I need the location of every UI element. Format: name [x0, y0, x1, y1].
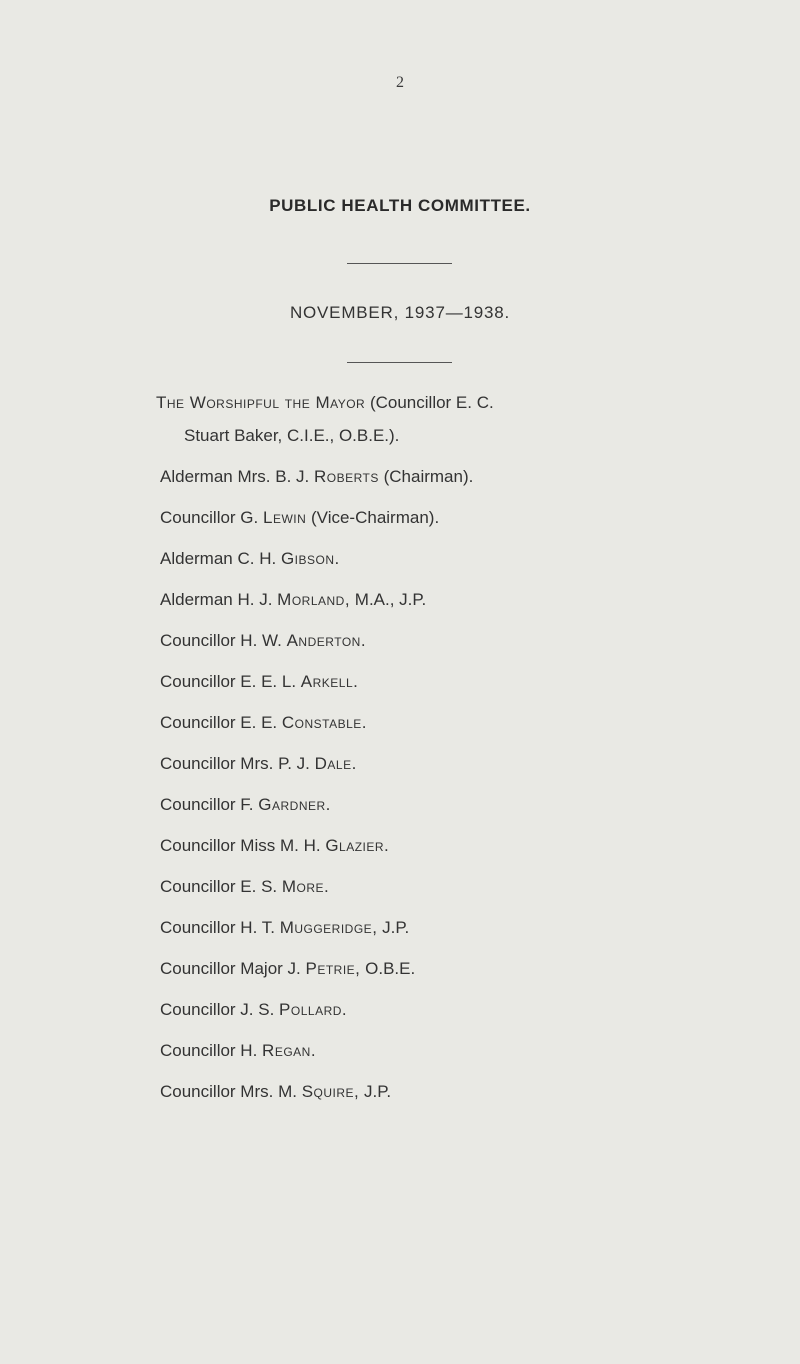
mayor-line-2: Stuart Baker, C.I.E., O.B.E.). [184, 426, 400, 445]
member-surname: Constable. [281, 713, 368, 732]
divider-bottom [347, 362, 452, 363]
member-entry [160, 916, 720, 940]
member-entry [160, 711, 720, 735]
member-list [156, 391, 720, 1121]
member-surname: Petrie, [305, 959, 361, 978]
member-surname: More. [281, 877, 330, 896]
member-title: Councillor G. [160, 508, 263, 527]
member-title: Councillor E. S. [160, 877, 282, 896]
member-title: Councillor Miss M. H. [160, 836, 326, 855]
member-title: Alderman C. H. [160, 549, 281, 568]
member-title: Councillor F. [160, 795, 259, 814]
member-suffix: J.P. [359, 1082, 392, 1101]
member-surname: Morland, [277, 590, 351, 609]
member-suffix: (Vice-Chairman). [306, 508, 440, 527]
member-surname: Gibson. [280, 549, 340, 568]
member-title: Councillor Major J. [160, 959, 306, 978]
member-surname: Regan. [262, 1041, 317, 1060]
member-suffix: O.B.E. [360, 959, 416, 978]
member-entry-mayor [156, 391, 720, 448]
member-title: Councillor H. T. [160, 918, 280, 937]
member-entry [160, 588, 720, 612]
member-title: Councillor J. S. [160, 1000, 280, 1019]
member-entry [160, 957, 720, 981]
member-title: Councillor H. [160, 1041, 263, 1060]
member-surname: Dale. [314, 754, 357, 773]
member-surname: Arkell. [300, 672, 359, 691]
member-title: Councillor E. E. L. [160, 672, 301, 691]
member-title: Alderman Mrs. B. J. [160, 467, 314, 486]
member-surname: Squire, [301, 1082, 360, 1101]
member-title: Councillor Mrs. P. J. [160, 754, 315, 773]
date-range-heading: NOVEMBER, 1937—1938. [289, 303, 511, 322]
member-title: Councillor E. E. [160, 713, 282, 732]
member-surname: Muggeridge, [279, 918, 378, 937]
divider-top [347, 263, 452, 264]
member-surname: Roberts [313, 467, 379, 486]
member-entry [160, 834, 720, 858]
mayor-councillor-text: (Councillor E. C. [365, 393, 494, 412]
member-title: Councillor Mrs. M. [160, 1082, 302, 1101]
page-number: 2 [396, 74, 404, 91]
member-suffix: (Chairman). [378, 467, 474, 486]
member-entry [160, 875, 720, 899]
member-entry [160, 629, 720, 653]
member-surname: Gardner. [258, 795, 331, 814]
member-title: Alderman H. J. [160, 590, 278, 609]
member-entry [160, 1039, 720, 1063]
mayor-title: The Worshipful the Mayor [156, 393, 366, 412]
member-surname: Anderton. [286, 631, 367, 650]
member-entry [160, 998, 720, 1022]
member-entry [160, 547, 720, 571]
member-surname: Glazier. [325, 836, 390, 855]
member-suffix: J.P. [377, 918, 410, 937]
member-surname: Lewin [262, 508, 307, 527]
member-entry [160, 506, 720, 530]
member-entry [160, 1080, 720, 1104]
member-entry [160, 752, 720, 776]
mayor-line-1 [156, 391, 720, 415]
member-suffix: M.A., J.P. [350, 590, 427, 609]
member-entry [160, 670, 720, 694]
member-surname: Pollard. [279, 1000, 348, 1019]
page-title: PUBLIC HEALTH COMMITTEE. [269, 196, 531, 215]
member-entry [160, 465, 720, 489]
member-title: Councillor H. W. [160, 631, 287, 650]
member-entry [160, 793, 720, 817]
